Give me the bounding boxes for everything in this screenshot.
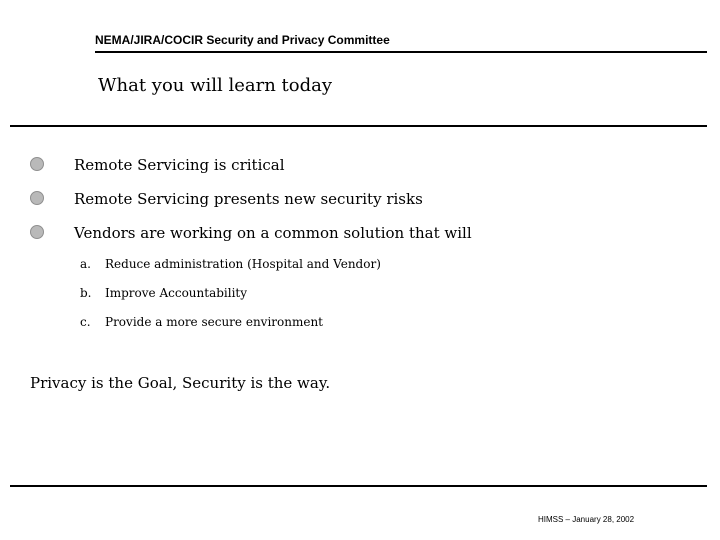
footer-divider — [10, 485, 707, 487]
bullet-item: Remote Servicing presents new security risks — [74, 190, 423, 208]
header-divider — [95, 51, 707, 53]
committee-header: NEMA/JIRA/COCIR Security and Privacy Committee — [95, 33, 390, 47]
bullet-item: Remote Servicing is critical — [74, 156, 285, 174]
bullet-dot-icon — [30, 191, 44, 205]
closing-statement: Privacy is the Goal, Security is the way. — [30, 374, 331, 392]
sub-item-letter: b. — [80, 286, 92, 300]
bullet-item: Vendors are working on a common solution that will — [74, 224, 472, 242]
bullet-dot-icon — [30, 157, 44, 171]
sub-item-text: Provide a more secure environment — [105, 315, 324, 329]
sub-item-letter: c. — [80, 315, 91, 329]
footer-event: HIMSS – January 28, 2002 — [538, 515, 635, 524]
sub-item-letter: a. — [80, 257, 91, 271]
sub-item-text: Improve Accountability — [105, 286, 248, 300]
bullet-dot-icon — [30, 225, 44, 239]
slide-title: What you will learn today — [98, 75, 333, 96]
title-divider — [10, 125, 707, 127]
sub-item-text: Reduce administration (Hospital and Vendor) — [105, 257, 381, 271]
